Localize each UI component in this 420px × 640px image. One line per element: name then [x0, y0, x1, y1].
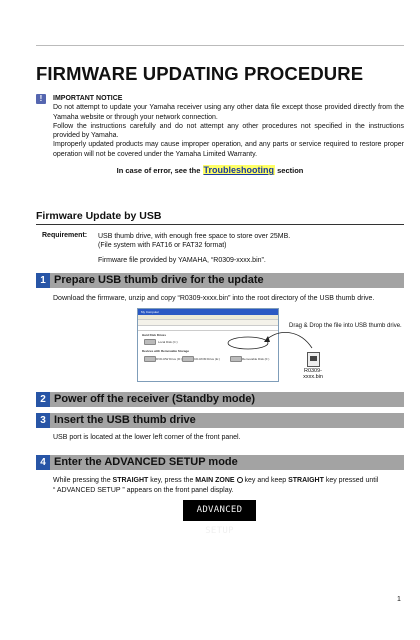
troubleshooting-link[interactable]: Troubleshooting: [203, 165, 275, 175]
straight-key-label: STRAIGHT: [112, 477, 149, 484]
page-number: 1: [397, 596, 401, 603]
step-4-text-part: While pressing the: [53, 477, 111, 484]
step-3-header: [36, 413, 404, 428]
notice-paragraph-3: Improperly updated products may cause improper operation, and any parts or service required to restore proper operation will not be covered under the Yamaha Limited Warranty.: [53, 141, 404, 158]
step-label: Enter the ADVANCED SETUP mode: [54, 456, 238, 468]
step-label: Insert the USB thumb drive: [54, 414, 196, 426]
drag-arrow: [266, 332, 312, 348]
step-number: 1: [36, 273, 50, 288]
step-2-header: [36, 392, 404, 407]
straight-key-label: STRAIGHT: [288, 477, 324, 484]
dvd-drive-label: DVD-RW Drive (D:): [156, 357, 182, 361]
local-disk-label: Local Disk (C:): [158, 340, 178, 344]
step-3-text: USB port is located at the lower left corner of the front panel.: [53, 434, 241, 441]
drag-drop-caption: Drag & Drop the file into USB thumb drive.: [289, 323, 402, 329]
hard-disk-label: Hard Disk Drives: [142, 333, 167, 337]
explorer-title: My Computer: [141, 310, 160, 314]
removable-label: Devices with Removable Storage: [142, 349, 190, 353]
notice-title: IMPORTANT NOTICE: [53, 95, 123, 102]
step-number: 3: [36, 413, 50, 428]
notice-paragraph-1: Do not attempt to update your Yamaha receiver using any other data file except those provided directly from the Yamaha website or through your network connection.: [53, 104, 404, 121]
drop-target-highlight: [228, 337, 268, 349]
step-label: Power off the receiver (Standby mode): [54, 393, 256, 405]
step-4-text-part: key, press the: [150, 477, 194, 484]
error-prefix: In case of error, see the: [116, 166, 201, 175]
firmware-file-label: R0309-xxxx.bin: [303, 368, 323, 380]
requirement-line-1: USB thumb drive, with enough free space to store over 25MB.: [98, 233, 291, 240]
error-suffix: section: [277, 166, 304, 175]
step-4-text-part: key pressed until: [325, 477, 379, 484]
requirement-line-2: (File system with FAT16 or FAT32 format): [98, 242, 227, 249]
step-4-text-part: “ ADVANCED SETUP ” appears on the front panel display.: [53, 486, 234, 494]
step-4-header: [36, 455, 404, 470]
main-zone-key-label: MAIN ZONE: [195, 477, 235, 484]
step-label: Prepare USB thumb drive for the update: [54, 274, 264, 286]
step-1-text: Download the firmware, unzip and copy “R0309-xxxx.bin” into the root directory of the USB thumb drive.: [53, 295, 375, 302]
requirement-label: Requirement:: [42, 232, 88, 239]
notice-paragraph-2: Follow the instructions carefully and do not attempt any other procedures not specified in the instructions provided by Yamaha.: [53, 122, 404, 140]
usb-section-heading: Firmware Update by USB: [36, 210, 162, 222]
firmware-file-icon: [307, 352, 320, 367]
page-title: FIRMWARE UPDATING PROCEDURE: [36, 63, 364, 84]
step-number: 2: [36, 392, 50, 407]
warning-icon: !: [36, 94, 46, 104]
cd-drive-label: CD-ROM Drive (E:): [194, 357, 220, 361]
step-4-text: [53, 476, 398, 495]
removable-disk-label: Removable Disk (F:): [242, 357, 270, 361]
arrow-head: [264, 336, 270, 342]
step-4-text-part: key and keep: [244, 477, 287, 484]
requirement-line-3: Firmware file provided by YAMAHA, “R0309-xxxx.bin”.: [98, 257, 266, 264]
power-icon: [237, 477, 243, 483]
front-panel-display: ADVANCED SETUP: [183, 500, 256, 521]
step-number: 4: [36, 455, 50, 470]
